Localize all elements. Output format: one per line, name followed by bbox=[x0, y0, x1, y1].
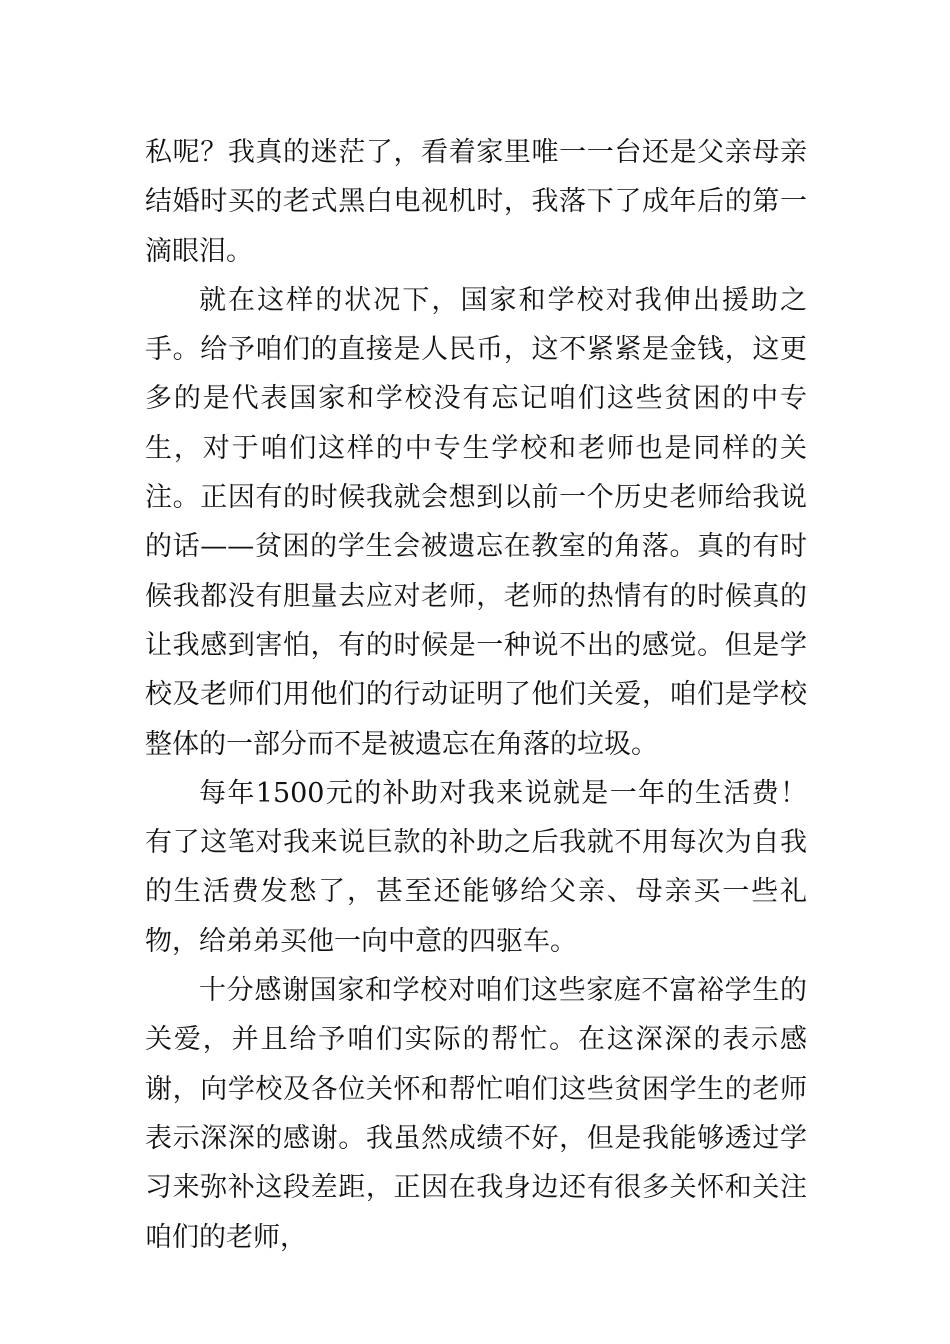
document-body bbox=[145, 128, 807, 1262]
paragraph-2: 就在这样的状况下，国家和学校对我伸出援助之手。给予咱们的直接是人民币，这不紧紧是金钱，这更多的是代表国家和学校没有忘记咱们这些贫困的中专生，对于咱们这样的中专生学校和老师也是同样的关注。正因有的时候我就会想到以前一个历史老师给我说的话——贫困的学生会被遗忘在教室的角落。真的有时候我都没有胆量去应对老师，老师的热情有的时候真的让我感到害怕，有的时候是一种说不出的感觉。但是学校及老师们用他们的行动证明了他们关爱，咱们是学校整体的一部分而不是被遗忘在角落的垃圾。 bbox=[145, 284, 807, 760]
paragraph-3: 每年1500元的补助对我来说就是一年的生活费！有了这笔对我来说巨款的补助之后我就不用每次为自我的生活费发愁了，甚至还能够给父亲、母亲买一些礼物，给弟弟买他一向中意的四驱车。 bbox=[145, 777, 807, 957]
paragraph-4: 十分感谢国家和学校对咱们这些家庭不富裕学生的关爱，并且给予咱们实际的帮忙。在这深深的表示感谢，向学校及各位关怀和帮忙咱们这些贫困学生的老师表示深深的感谢。我虽然成绩不好，但是我能够透过学习来弥补这段差距，正因在我身边还有很多关怀和关注咱们的老师， bbox=[145, 975, 807, 1253]
paragraph-1: 私呢？我真的迷茫了，看着家里唯一一台还是父亲母亲结婚时买的老式黑白电视机时，我落下了成年后的第一滴眼泪。 bbox=[145, 137, 807, 267]
